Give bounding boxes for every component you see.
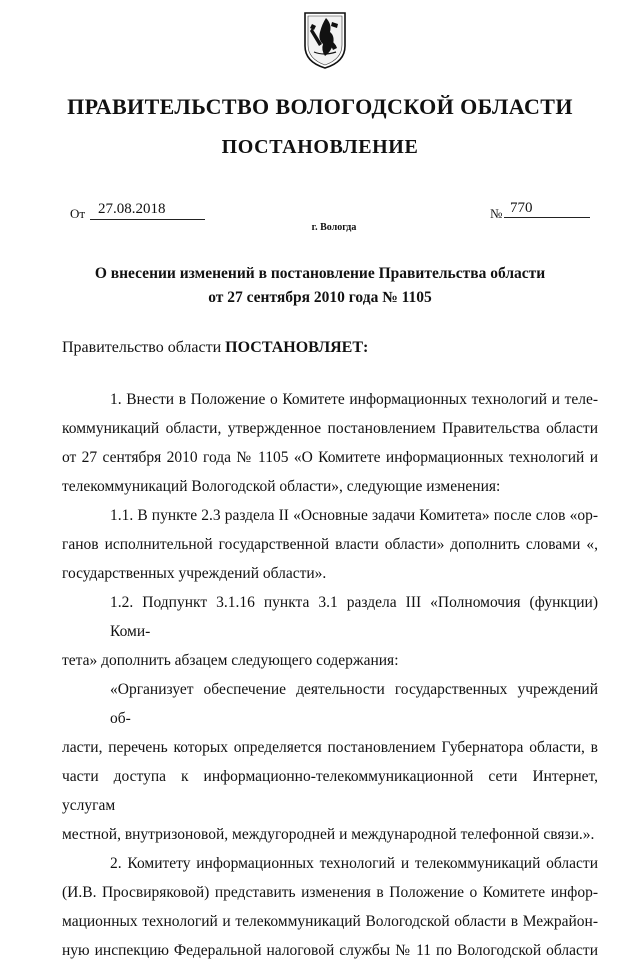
organization-heading: ПРАВИТЕЛЬСТВО ВОЛОГОДСКОЙ ОБЛАСТИ — [67, 94, 573, 119]
body-line: части доступа к информационно-телекоммуникационной сети Интернет, услугам — [62, 768, 598, 814]
coat-of-arms-emblem — [302, 10, 348, 70]
document-title — [0, 262, 640, 310]
body-line: (И.В. Просвиряковой) представить изменения в Положение о Комитете инфор- — [62, 884, 598, 901]
title-line-2: от 27 сентября 2010 года № 1105 — [208, 289, 432, 306]
preamble-subject: Правительство области — [62, 339, 222, 356]
body-line: ганов исполнительной государственной власти области» дополнить словами «, — [62, 536, 598, 553]
number-value: 770 — [510, 200, 533, 216]
body-line: телекоммуникаций Вологодской области», следующие изменения: — [62, 478, 501, 495]
body-line: тета» дополнить абзацем следующего содержания: — [62, 652, 399, 669]
document-body — [62, 385, 598, 965]
body-line: государственных учреждений области». — [62, 565, 327, 582]
body-line: от 27 сентября 2010 года № 1105 «О Комитете информационных технологий и — [62, 449, 598, 466]
body-line: 1.1. В пункте 2.3 раздела II «Основные задачи Комитета» после слов «ор- — [110, 507, 598, 524]
body-line: коммуникаций области, утвержденное постановлением Правительства области — [62, 420, 598, 437]
body-line: мационных технологий и телекоммуникаций Вологодской области в Межрайон- — [62, 913, 598, 930]
body-line: «Организует обеспечение деятельности государственных учреждений об- — [110, 681, 598, 727]
body-line: ласти, перечень которых определяется постановлением Губернатора области, в — [62, 739, 598, 756]
title-line-1: О внесении изменений в постановление Правительства области — [94, 265, 546, 282]
body-line: 2. Комитету информационных технологий и телекоммуникаций области — [110, 855, 598, 872]
body-line: 1. Внести в Положение о Комитете информационных технологий и теле- — [110, 391, 598, 408]
preamble-verb: ПОСТАНОВЛЯЕТ: — [225, 339, 369, 356]
body-line: местной, внутризоновой, междугородней и международной телефонной связи.». — [62, 826, 595, 843]
city-label: г. Вологда — [311, 222, 357, 233]
number-label: № — [490, 206, 503, 221]
body-line: 1.2. Подпункт 3.1.16 пункта 3.1 раздела III «Полномочия (функции) Коми- — [110, 594, 598, 640]
body-line: ную инспекцию Федеральной налоговой службы № 11 по Вологодской области — [62, 942, 598, 959]
date-underline — [90, 219, 205, 220]
number-underline — [504, 217, 590, 218]
preamble — [62, 339, 368, 357]
document-type-heading: ПОСТАНОВЛЕНИЕ — [221, 136, 419, 158]
date-value: 27.08.2018 — [98, 201, 166, 217]
date-label: От — [70, 206, 86, 221]
